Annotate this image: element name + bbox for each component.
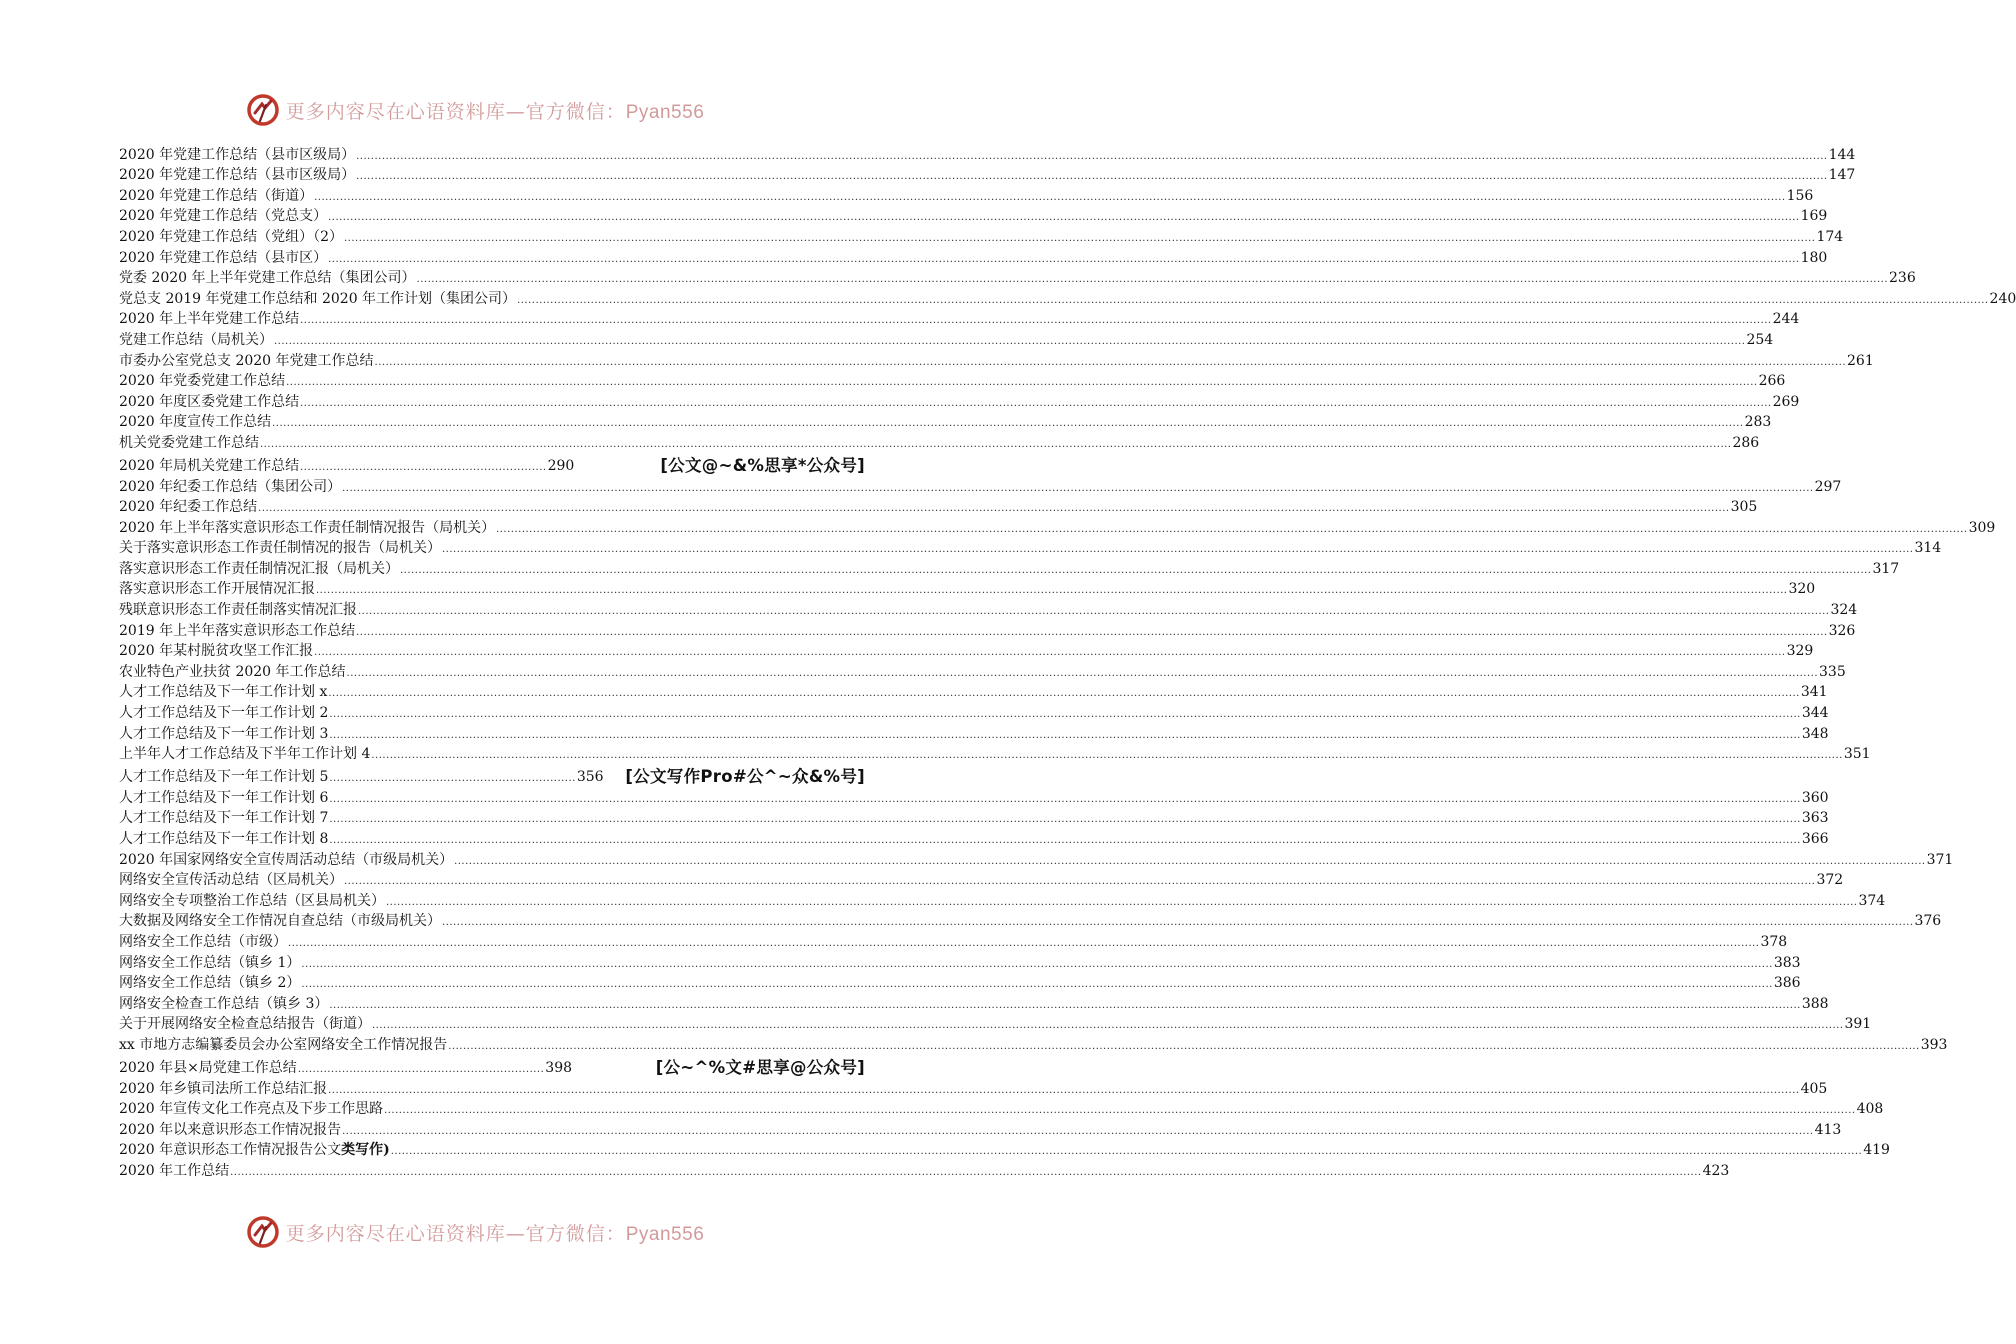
toc-entry-page: 391 — [1844, 1016, 1872, 1033]
toc-entry[interactable] — [119, 682, 1828, 703]
dot-leader: ................................................................................................................................................................................................................................................................................................................................................................................................................ — [301, 958, 1773, 970]
toc-entry-page: 326 — [1828, 622, 1856, 639]
toc-entry[interactable] — [119, 1014, 1872, 1035]
toc-entry[interactable] — [119, 1034, 1948, 1055]
dot-leader: ................................................................................................................................................................................................................................................................................................................................................................................................................ — [496, 523, 1968, 535]
dot-leader: ................................................................................................................................................................................................................................................................................................................................................................................................................ — [314, 191, 1786, 203]
toc-entry[interactable] — [119, 1119, 1842, 1140]
toc-entry-title: 2020 年上半年党建工作总结 — [119, 311, 300, 328]
dot-leader: ................................................................................................................................................................................................................................................................................................................................................................................................................ — [272, 418, 1744, 430]
dot-leader: ................................................................................................................................................................................................................................................................................................................................................................................................................ — [328, 253, 1800, 265]
dot-leader: ................................................................................................................................................................................................................................................................................................................................................................................................................ — [301, 979, 1773, 991]
toc-entry-page: 371 — [1926, 851, 1954, 868]
toc-entry-title: 2020 年党委党建工作总结 — [119, 373, 286, 390]
toc-entry[interactable] — [119, 371, 1786, 392]
toc-entry-page: 240 — [1989, 290, 2016, 307]
toc-entry-title: 2020 年度宣传工作总结 — [119, 414, 272, 431]
toc-entry-title: 2020 年局机关党建工作总结 — [119, 457, 300, 474]
toc-entry[interactable] — [119, 329, 1774, 350]
toc-entry-page: 254 — [1746, 331, 1774, 348]
dot-leader: ................................................................................................................................................................................................................................................................................................................................................................................................................ — [329, 793, 1801, 805]
toc-entry[interactable] — [119, 911, 1942, 932]
toc-entry[interactable] — [119, 268, 1916, 289]
toc-entry[interactable] — [119, 661, 1846, 682]
dot-leader: ................................................................................................................................................................................................................................................................................................................................................................................................................ — [329, 814, 1801, 826]
toc-entry-title: 落实意识形态工作责任制情况汇报（局机关） — [119, 560, 399, 577]
toc-entry-title: 市委办公室党总支 2020 年党建工作总结 — [119, 352, 374, 369]
promo-tag: [公文写作Pro#公^~众&%号] — [625, 767, 865, 787]
toc-entry-page: 348 — [1801, 725, 1829, 742]
toc-entry-title: 2020 年以来意识形态工作情况报告 — [119, 1121, 342, 1138]
dot-leader: ................................................................................................................................................................................................................................................................................................................................................................................................................ — [374, 356, 1847, 368]
toc-entry[interactable] — [119, 641, 1814, 662]
dot-leader: ................................................................................................................................................................................................................................................................................................................................................................................................................ — [300, 315, 1772, 327]
toc-entry[interactable] — [119, 350, 1874, 371]
toc-entry-page: 180 — [1800, 249, 1828, 266]
toc-entry-page: 372 — [1816, 872, 1844, 889]
toc-entry-page: 320 — [1788, 581, 1816, 598]
toc-entry-title: 网络安全工作总结（镇乡 2） — [119, 975, 301, 992]
toc-entry-title: 2020 年党建工作总结（党组）（2） — [119, 228, 343, 245]
toc-entry[interactable] — [119, 432, 1760, 453]
toc-entry-title: 2020 年宣传文化工作亮点及下步工作思路 — [119, 1101, 384, 1118]
toc-entry-page: 329 — [1786, 643, 1814, 660]
toc-entry-page: 147 — [1828, 167, 1856, 184]
toc-entry-title: 2020 年纪委工作总结（集团公司） — [119, 478, 342, 495]
dot-leader: ................................................................................................................................................................................................................................................................................................................................................................................................................ — [329, 709, 1801, 721]
toc-entry-title: 人才工作总结及下一年工作计划 x — [119, 684, 328, 701]
toc-entry[interactable] — [119, 1078, 1828, 1099]
toc-entry-title: 2020 年党建工作总结（县市区级局） — [119, 146, 356, 163]
dot-leader: ................................................................................................................................................................................................................................................................................................................................................................................................................ — [342, 1125, 1814, 1137]
dot-leader: ................................................................................................................................................................................................................................................................................................................................................................................................................ — [316, 585, 1788, 597]
toc-entry-page: 286 — [1732, 434, 1760, 451]
dot-leader: ................................................................................................................................................................................................................................................................................................................................................................................................................ — [300, 397, 1772, 409]
toc-entry-page: 156 — [1786, 187, 1814, 204]
dot-leader: ................................................................................................................................................................................................................................................................................................................................................................................................................ — [517, 294, 1989, 306]
dot-leader: ................................................................................................................................................................................................................................................................................................................................................................................................................ — [329, 835, 1801, 846]
toc-entry[interactable] — [119, 993, 1829, 1014]
toc-entry-title: 人才工作总结及下一年工作计划 2 — [119, 705, 329, 722]
toc-entry-title-bold: 类写作) — [341, 1142, 390, 1159]
dot-leader: ................................................................................................................................................................................................................................................................................................................................................................................................................ — [400, 564, 1872, 576]
toc-entry[interactable] — [119, 185, 1814, 206]
dot-leader: ................................................................................................................................................................................................................................................................................................................................................................................................................ — [328, 1084, 1800, 1096]
toc-entry[interactable] — [119, 309, 1800, 330]
toc-entry-title: 2020 年某村脱贫攻坚工作汇报 — [119, 643, 314, 660]
toc-entry-page: 261 — [1847, 352, 1874, 369]
toc-entry[interactable] — [119, 764, 865, 787]
dot-leader: ................................................................................................................................................................................................................................................................................................................................................................................................................ — [344, 876, 1816, 888]
table-of-contents — [119, 144, 2016, 1181]
toc-entry[interactable] — [119, 288, 2016, 309]
toc-entry-page: 386 — [1773, 975, 1801, 992]
toc-entry-title: 2020 年党建工作总结（县市区级局） — [119, 167, 356, 184]
toc-entry-title: 2020 年党建工作总结（党总支） — [119, 208, 328, 225]
dot-leader: ................................................................... — [300, 461, 547, 473]
dot-leader: ................................................................................................................................................................................................................................................................................................................................................................................................................ — [371, 750, 1843, 762]
dot-leader: ................................................................................................................................................................................................................................................................................................................................................................................................................ — [230, 1166, 1702, 1178]
toc-entry-page: 356 — [576, 769, 604, 786]
dot-leader: ................................................................................................................................................................................................................................................................................................................................................................................................................ — [314, 647, 1786, 659]
dot-leader: ................................................................................................................................................................................................................................................................................................................................................................................................................ — [346, 667, 1819, 679]
toc-entry[interactable] — [119, 517, 1996, 538]
toc-entry[interactable] — [119, 558, 1900, 579]
toc-entry[interactable] — [119, 165, 1856, 186]
toc-entry[interactable] — [119, 391, 1800, 412]
toc-entry-title: xx 市地方志编纂委员会办公室网络安全工作情况报告 — [119, 1036, 448, 1053]
toc-entry[interactable] — [119, 497, 1758, 518]
toc-entry[interactable] — [119, 931, 1788, 952]
banner-text: 更多内容尽在心语资料库—官方微信：Pyan556 — [285, 100, 705, 123]
toc-entry-title: 上半年人才工作总结及下半年工作计划 4 — [119, 746, 371, 763]
dot-leader: ................................................................................................................................................................................................................................................................................................................................................................................................................ — [448, 1040, 1920, 1052]
toc-entry[interactable] — [119, 1160, 1730, 1181]
toc-entry-page: 290 — [547, 457, 575, 474]
toc-entry-page: 341 — [1800, 684, 1828, 701]
toc-entry-title: 残联意识形态工作责任制落实情况汇报 — [119, 602, 357, 619]
toc-entry-page: 174 — [1816, 228, 1844, 245]
toc-entry-page: 398 — [545, 1059, 573, 1076]
dot-leader: ................................................................................................................................................................................................................................................................................................................................................................................................................ — [260, 438, 1732, 450]
toc-entry-page: 305 — [1730, 499, 1758, 516]
toc-entry-title: 2020 年上半年落实意识形态工作责任制情况报告（局机关） — [119, 519, 496, 536]
toc-entry-title: 人才工作总结及下一年工作计划 8 — [119, 831, 329, 847]
toc-entry-page: 419 — [1863, 1142, 1890, 1159]
toc-entry-title: 关于开展网络安全检查总结报告（街道） — [119, 1016, 371, 1033]
toc-entry-title: 网络安全专项整治工作总结（区县局机关） — [119, 892, 385, 909]
toc-entry-title: 网络安全宣传活动总结（区局机关） — [119, 872, 343, 889]
toc-entry[interactable] — [119, 538, 1942, 559]
toc-entry[interactable] — [119, 952, 1801, 973]
toc-entry-page: 376 — [1914, 913, 1942, 930]
toc-entry[interactable] — [119, 476, 1842, 497]
toc-entry[interactable] — [119, 787, 1829, 808]
toc-entry-page: 423 — [1702, 1162, 1730, 1179]
toc-entry-page: 374 — [1858, 892, 1886, 909]
toc-entry-page: 383 — [1773, 954, 1801, 971]
toc-entry[interactable] — [119, 702, 1829, 723]
toc-entry-page: 408 — [1856, 1101, 1884, 1118]
dot-leader: ................................................................................................................................................................................................................................................................................................................................................................................................................ — [342, 482, 1814, 494]
dot-leader: ................................................................... — [329, 773, 576, 785]
dot-leader: ................................................................................................................................................................................................................................................................................................................................................................................................................ — [416, 274, 1889, 286]
toc-entry[interactable] — [119, 973, 1801, 994]
dot-leader: ................................................................................................................................................................................................................................................................................................................................................................................................................ — [274, 335, 1746, 347]
toc-entry[interactable] — [119, 599, 1858, 620]
toc-entry[interactable] — [119, 206, 1828, 227]
toc-entry-page: 413 — [1814, 1121, 1842, 1138]
toc-entry-title: 人才工作总结及下一年工作计划 5 — [119, 769, 329, 786]
header-banner — [0, 88, 950, 132]
toc-entry-title: 党建工作总结（局机关） — [119, 331, 273, 348]
toc-entry-page: 393 — [1920, 1036, 1948, 1053]
toc-entry-title: 人才工作总结及下一年工作计划 7 — [119, 810, 329, 827]
toc-entry-page: 309 — [1968, 519, 1996, 536]
toc-entry-title: 网络安全工作总结（市级） — [119, 933, 287, 950]
toc-entry-title: 关于落实意识形态工作责任制情况的报告（局机关） — [119, 540, 441, 557]
toc-entry[interactable] — [119, 808, 1829, 829]
toc-entry[interactable] — [119, 849, 1954, 870]
dot-leader: ................................................................................................................................................................................................................................................................................................................................................................................................................ — [258, 503, 1730, 515]
toc-entry-title: 2020 年意识形态工作情况报告公文 — [119, 1142, 342, 1159]
dot-leader: ................................................................................................................................................................................................................................................................................................................................................................................................................ — [442, 917, 1914, 929]
toc-entry-title: 落实意识形态工作开展情况汇报 — [119, 581, 315, 598]
toc-entry-title: 党委 2020 年上半年党建工作总结（集团公司） — [119, 270, 416, 287]
dot-leader: ................................................................................................................................................................................................................................................................................................................................................................................................................ — [329, 999, 1801, 1011]
toc-entry-page: 297 — [1814, 478, 1842, 495]
toc-entry-page: 366 — [1801, 831, 1829, 847]
toc-entry-title: 人才工作总结及下一年工作计划 3 — [119, 725, 329, 742]
toc-entry-title: 2020 年工作总结 — [119, 1162, 230, 1179]
toc-entry[interactable] — [119, 226, 1844, 247]
toc-entry-page: 244 — [1772, 311, 1800, 328]
dot-leader: ................................................................................................................................................................................................................................................................................................................................................................................................................ — [328, 688, 1800, 700]
toc-entry-title: 2019 年上半年落实意识形态工作总结 — [119, 622, 356, 639]
toc-entry-page: 269 — [1772, 393, 1800, 410]
toc-entry-title: 2020 年国家网络安全宣传周活动总结（市级局机关） — [119, 851, 454, 868]
toc-entry[interactable] — [119, 620, 1856, 641]
toc-entry-title: 人才工作总结及下一年工作计划 6 — [119, 789, 329, 806]
toc-entry-page: 351 — [1843, 746, 1871, 763]
toc-entry-title: 2020 年纪委工作总结 — [119, 499, 258, 516]
toc-entry[interactable] — [119, 723, 1829, 744]
toc-entry-title: 机关党委党建工作总结 — [119, 434, 259, 451]
toc-entry-page: 405 — [1800, 1080, 1828, 1097]
toc-entry[interactable] — [119, 870, 1844, 891]
toc-entry-page: 283 — [1744, 414, 1772, 431]
toc-entry-page: 335 — [1819, 663, 1846, 680]
dot-leader: ................................................................................................................................................................................................................................................................................................................................................................................................................ — [372, 1020, 1844, 1032]
toc-entry-page: 317 — [1872, 560, 1900, 577]
dot-leader: ................................................................................................................................................................................................................................................................................................................................................................................................................ — [329, 729, 1801, 741]
toc-entry-page: 266 — [1758, 373, 1786, 390]
toc-entry-title: 网络安全工作总结（镇乡 1） — [119, 954, 301, 971]
dot-leader: ................................................................................................................................................................................................................................................................................................................................................................................................................ — [356, 626, 1828, 638]
dot-leader: ................................................................................................................................................................................................................................................................................................................................................................................................................ — [386, 896, 1858, 908]
toc-entry[interactable] — [119, 412, 1772, 433]
toc-entry-page: 236 — [1889, 270, 1916, 287]
toc-entry[interactable] — [119, 890, 1886, 911]
toc-entry[interactable] — [119, 1099, 1884, 1120]
banner-text: 更多内容尽在心语资料库—官方微信：Pyan556 — [285, 1222, 705, 1245]
promo-tag: [公文@~&%思享*公众号] — [660, 455, 865, 475]
dot-leader: ................................................................................................................................................................................................................................................................................................................................................................................................................ — [384, 1105, 1856, 1117]
toc-entry-title: 网络安全检查工作总结（镇乡 3） — [119, 995, 329, 1012]
toc-entry[interactable] — [119, 1140, 1890, 1161]
toc-entry[interactable] — [119, 144, 1856, 165]
toc-entry-title: 党总支 2019 年党建工作总结和 2020 年工作计划（集团公司） — [119, 290, 517, 307]
dot-leader: ................................................................................................................................................................................................................................................................................................................................................................................................................ — [288, 937, 1760, 949]
logo-icon — [246, 1215, 280, 1249]
toc-entry-page: 324 — [1830, 602, 1858, 619]
toc-entry-page: 363 — [1801, 810, 1829, 827]
toc-entry-title: 2020 年度区委党建工作总结 — [119, 393, 300, 410]
wechat-id: Pyan556 — [625, 101, 705, 123]
toc-entry-title: 2020 年党建工作总结（街道） — [119, 187, 314, 204]
wechat-id: Pyan556 — [625, 1223, 705, 1245]
toc-entry-title: 农业特色产业扶贫 2020 年工作总结 — [119, 663, 346, 680]
dot-leader: ................................................................................................................................................................................................................................................................................................................................................................................................................ — [286, 377, 1758, 389]
toc-entry-page: 344 — [1801, 705, 1829, 722]
promo-tag: [公~^%文#思享@公众号] — [655, 1057, 865, 1077]
dot-leader: ................................................................................................................................................................................................................................................................................................................................................................................................................ — [358, 606, 1830, 618]
dot-leader: ................................................................................................................................................................................................................................................................................................................................................................................................................ — [344, 232, 1816, 244]
dot-leader: ................................................................................................................................................................................................................................................................................................................................................................................................................ — [356, 150, 1828, 162]
toc-entry[interactable] — [119, 744, 1871, 765]
dot-leader: ................................................................................................................................................................................................................................................................................................................................................................................................................ — [454, 855, 1926, 867]
toc-entry-page: 314 — [1914, 540, 1942, 557]
logo-icon — [246, 93, 280, 127]
toc-entry[interactable] — [119, 247, 1828, 268]
toc-entry[interactable] — [119, 828, 1829, 849]
toc-entry[interactable] — [119, 453, 865, 476]
dot-leader: ................................................................................................................................................................................................................................................................................................................................................................................................................ — [356, 171, 1828, 183]
toc-entry-page: 388 — [1801, 995, 1829, 1012]
toc-entry-title: 2020 年乡镇司法所工作总结汇报 — [119, 1080, 328, 1097]
toc-entry-page: 378 — [1760, 933, 1788, 950]
toc-entry[interactable] — [119, 1055, 865, 1078]
toc-entry-title: 大数据及网络安全工作情况自查总结（市级局机关） — [119, 913, 441, 930]
toc-entry-page: 360 — [1801, 789, 1829, 806]
dot-leader: ................................................................... — [297, 1063, 545, 1075]
toc-entry-title: 2020 年县×局党建工作总结 — [119, 1059, 297, 1076]
toc-entry-title: 2020 年党建工作总结（县市区） — [119, 249, 328, 266]
toc-entry-page: 169 — [1800, 208, 1828, 225]
footer-banner — [0, 1210, 950, 1254]
dot-leader: ................................................................................................................................................................................................................................................................................................................................................................................................................ — [328, 212, 1800, 224]
toc-entry-page: 144 — [1828, 146, 1856, 163]
dot-leader: ................................................................................................................................................................................................................................................................................................................................................................................................................ — [442, 544, 1914, 556]
toc-entry[interactable] — [119, 579, 1816, 600]
dot-leader: ................................................................................................................................................................................................................................................................................................................................................................................................................ — [390, 1146, 1863, 1158]
